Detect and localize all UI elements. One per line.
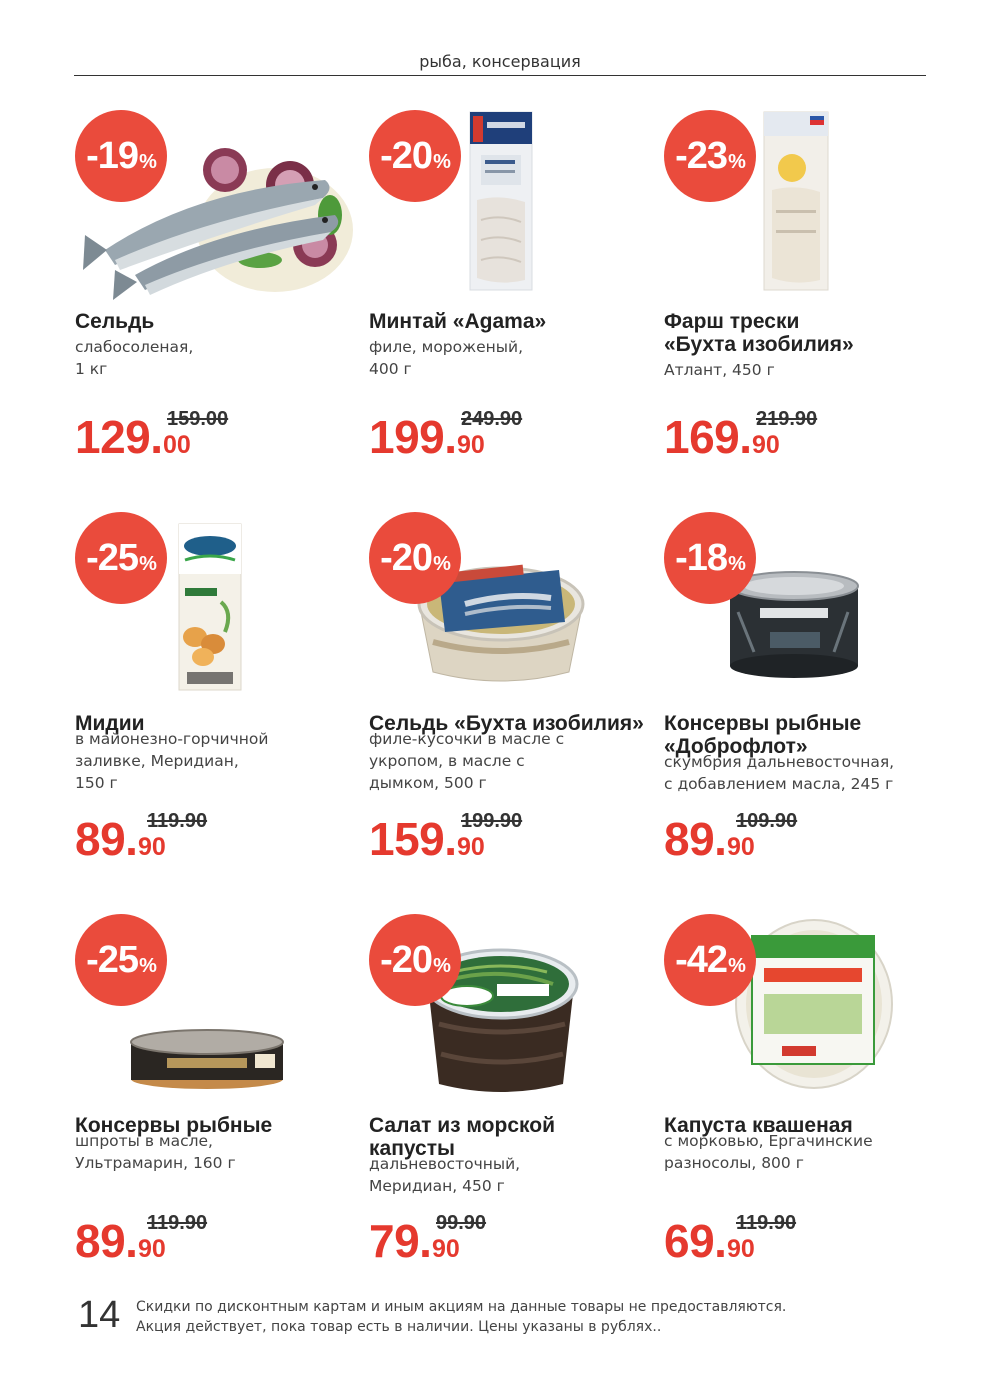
- product-name: Сельдь «Бухта изобилия»: [369, 712, 644, 735]
- percent-sign: %: [139, 552, 156, 575]
- price-rubles: 199: [369, 411, 445, 463]
- percent-sign: %: [433, 954, 450, 977]
- old-price: 159.00: [167, 408, 229, 430]
- product-card[interactable]: [75, 512, 365, 892]
- percent-sign: %: [139, 150, 156, 173]
- discount-badge: [75, 914, 167, 1006]
- product-card[interactable]: [664, 914, 954, 1294]
- price-dot: .: [150, 411, 164, 463]
- discount-value: -42: [675, 938, 728, 981]
- product-card[interactable]: [75, 110, 365, 490]
- product-name: Салат из морской капусты: [369, 1114, 555, 1160]
- discount-value: -20: [380, 536, 433, 579]
- percent-sign: %: [728, 954, 745, 977]
- price-dot: .: [714, 1215, 727, 1267]
- price-rubles: 69: [664, 1215, 715, 1267]
- product-card[interactable]: [369, 110, 659, 490]
- percent-sign: %: [728, 150, 745, 173]
- section-title: рыба, консервация: [419, 52, 581, 71]
- product-description: с морковью, Ергачинские разносолы, 800 г: [664, 1132, 873, 1172]
- price-kopecks: 90: [726, 1235, 755, 1263]
- discount-value: -20: [380, 938, 433, 981]
- discount-badge: [369, 512, 461, 604]
- product-name: Фарш трески «Бухта изобилия»: [664, 310, 854, 356]
- price-rubles: 79: [369, 1215, 420, 1267]
- product-description: филе-кусочки в масле с укропом, в масле с дымком, 500 г: [369, 730, 565, 792]
- product-description: шпроты в масле, Ультрамарин, 160 г: [75, 1132, 236, 1172]
- old-price: 119.90: [736, 1212, 797, 1234]
- product-description: дальневосточный, Меридиан, 450 г: [369, 1155, 521, 1195]
- price: [664, 810, 798, 876]
- price: [664, 1212, 797, 1278]
- product-card[interactable]: [369, 914, 659, 1294]
- discount-value: -25: [86, 938, 139, 981]
- page-number: 14: [78, 1294, 121, 1336]
- price: [369, 408, 523, 474]
- discount-badge: [369, 110, 461, 202]
- price-dot: .: [125, 813, 138, 865]
- product-description: в майонезно-горчичной заливке, Меридиан, 150 г: [75, 730, 269, 792]
- product-card[interactable]: [664, 512, 954, 892]
- product-description: скумбрия дальневосточная, с добавлением масла, 245 г: [664, 753, 895, 793]
- product-name: Капуста квашеная: [664, 1114, 853, 1137]
- discount-badge: [664, 914, 756, 1006]
- discount-badge: [75, 512, 167, 604]
- product-card[interactable]: [75, 914, 365, 1294]
- old-price: 119.90: [147, 810, 208, 832]
- price-dot: .: [444, 411, 458, 463]
- price-kopecks: 00: [163, 431, 191, 459]
- price: [75, 1212, 208, 1278]
- price-dot: .: [125, 1215, 138, 1267]
- price-kopecks: 90: [137, 833, 166, 861]
- product-description: Атлант, 450 г: [664, 361, 775, 379]
- price-dot: .: [739, 411, 753, 463]
- footer-disclaimer: Скидки по дисконтным картам и иным акциям на данные товары не предоставляются. Акция действует, пока товар есть в наличии. Цены указаны в рублях..: [136, 1299, 787, 1335]
- product-name: Сельдь: [75, 310, 155, 333]
- price-kopecks: 90: [457, 431, 485, 459]
- discount-value: -19: [86, 134, 139, 177]
- price-rubles: 159: [369, 813, 445, 865]
- discount-badge: [664, 512, 756, 604]
- product-card[interactable]: [664, 110, 954, 490]
- price-kopecks: 90: [137, 1235, 166, 1263]
- discount-value: -25: [86, 536, 139, 579]
- header-divider: [74, 75, 926, 76]
- product-name: Консервы рыбные «Доброфлот»: [664, 712, 862, 758]
- price: [664, 408, 818, 474]
- discount-value: -20: [380, 134, 433, 177]
- old-price: 199.90: [461, 810, 523, 832]
- product-description: филе, мороженый, 400 г: [369, 338, 523, 378]
- product-card[interactable]: [369, 512, 659, 892]
- percent-sign: %: [139, 954, 156, 977]
- price-kopecks: 90: [457, 833, 485, 861]
- old-price: 219.90: [756, 408, 818, 430]
- percent-sign: %: [433, 150, 450, 173]
- price-rubles: 89: [664, 813, 715, 865]
- old-price: 119.90: [147, 1212, 208, 1234]
- price: [369, 810, 523, 876]
- discount-badge: [369, 914, 461, 1006]
- price: [75, 408, 229, 474]
- product-description: слабосоленая, 1 кг: [75, 338, 194, 378]
- discount-badge: [75, 110, 167, 202]
- price-kopecks: 90: [726, 833, 755, 861]
- price-rubles: 89: [75, 1215, 126, 1267]
- old-price: 249.90: [461, 408, 523, 430]
- price-dot: .: [444, 813, 458, 865]
- price-rubles: 169: [664, 411, 740, 463]
- price-dot: .: [419, 1215, 432, 1267]
- price: [369, 1212, 487, 1278]
- price-dot: .: [714, 813, 727, 865]
- discount-value: -23: [675, 134, 728, 177]
- product-name: Минтай «Agama»: [369, 310, 547, 333]
- percent-sign: %: [433, 552, 450, 575]
- old-price: 109.90: [736, 810, 798, 832]
- price-rubles: 129: [75, 411, 151, 463]
- old-price: 99.90: [436, 1212, 487, 1234]
- percent-sign: %: [728, 552, 745, 575]
- price-rubles: 89: [75, 813, 126, 865]
- price-kopecks: 90: [431, 1235, 460, 1263]
- discount-badge: [664, 110, 756, 202]
- product-name: Консервы рыбные: [75, 1114, 273, 1137]
- price-kopecks: 90: [752, 431, 780, 459]
- price: [75, 810, 208, 876]
- discount-value: -18: [675, 536, 728, 579]
- product-name: Мидии: [75, 712, 145, 735]
